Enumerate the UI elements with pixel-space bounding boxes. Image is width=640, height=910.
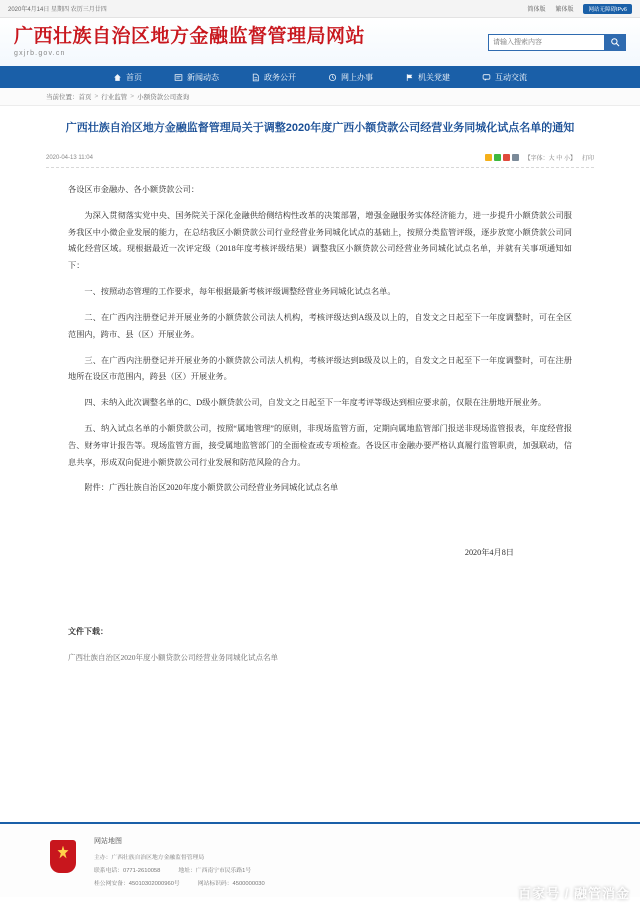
nav-label-home: 首页 — [126, 72, 142, 82]
breadcrumb-item-industry-supervision[interactable]: 行业监管 — [101, 94, 128, 101]
footer-host-line — [94, 852, 265, 861]
share-more-icon[interactable] — [512, 154, 519, 161]
footer-icp: 网站标识码：4500000030 — [197, 881, 265, 887]
attachments-heading: 文件下载： — [68, 627, 108, 637]
font-size-control[interactable]: 【字体：大 中 小】 — [524, 156, 576, 163]
publish-date: 2020-04-13 11:04 — [46, 154, 93, 161]
breadcrumb-prefix: 当前位置： — [46, 94, 79, 101]
breadcrumb-separator-2: > — [130, 93, 135, 100]
search-box[interactable] — [488, 34, 626, 51]
search-icon — [610, 37, 620, 47]
site-logo[interactable] — [14, 27, 365, 57]
nav-item-party-building[interactable] — [389, 66, 466, 88]
lang-link-traditional[interactable]: 繁体版 — [555, 7, 574, 13]
breadcrumb-item-home[interactable]: 首页 — [78, 94, 92, 101]
flag-icon — [405, 73, 414, 82]
watermark-text: 百家号 / 融管消金 — [518, 886, 630, 901]
footer-host: 主办：广西壮族自治区地方金融监督管理局 — [94, 855, 205, 861]
attachments-section — [46, 626, 594, 665]
article-meta-actions — [485, 153, 594, 162]
qzone-icon[interactable] — [485, 154, 492, 161]
footer-police-record[interactable]: 桂公网安备：45010302000960号 — [94, 881, 180, 887]
footer-contact-line — [94, 865, 265, 874]
nav-label-party-building: 机关党建 — [418, 72, 450, 82]
nav-label-news: 新闻动态 — [187, 72, 219, 82]
search-button[interactable] — [604, 34, 625, 51]
breadcrumb — [0, 88, 640, 106]
article-paragraph-1: 为深入贯彻落实党中央、国务院关于深化金融供给侧结构性改革的决策部署，增强金融服务实体经济能力，进一步提升小额贷款公司服务我区中小微企业发展的能力，在总结我区小额贷款公司行业经营业务同城化试点的基础上，按照分类监管评级，逐步放宽小额贷款公司同城化经营区域。现根据最近一次评定级（2018年度考核评级结果）调整我区小额贷款公司经营业务同城化试点名单，并就有关事项通知如下： — [68, 210, 572, 271]
article-card — [46, 106, 594, 796]
article-paragraph-3: 二、在广西内注册登记并开展业务的小额贷款公司法人机构，考核评级达到A级及以上的，自发文之日起至下一年度调整时，可在全区范围内，跨市、县（区）开展业务。 — [68, 312, 572, 339]
nav-label-interaction: 互动交流 — [495, 72, 527, 82]
nav-label-government-affairs: 政务公开 — [264, 72, 296, 82]
lang-link-simplified[interactable]: 简体版 — [527, 7, 546, 13]
wechat-icon[interactable] — [494, 154, 501, 161]
page-title: 广西壮族自治区地方金融监督管理局关于调整2020年度广西小额贷款公司经营业务同城化试点名单的通知 — [65, 122, 575, 134]
print-button[interactable]: 打印 — [581, 156, 594, 163]
article-paragraph-0: 各设区市金融办、各小额贷款公司： — [68, 185, 200, 195]
main-nav — [0, 66, 640, 88]
site-header — [0, 18, 640, 66]
nav-item-government-affairs[interactable] — [235, 66, 312, 88]
article-sign-date: 2020年4月8日 — [464, 548, 514, 558]
news-icon — [174, 73, 183, 82]
nav-item-home[interactable] — [97, 66, 158, 88]
site-domain: gxjrb.gov.cn — [14, 49, 66, 57]
document-icon — [251, 73, 260, 82]
footer-address: 地址：广西南宁市民乐路1号 — [178, 868, 252, 874]
article-paragraph-4: 三、在广西内注册登记并开展业务的小额贷款公司法人机构，考核评级达到B级及以上的，自发文之日起至下一年度调整时，可在注册地所在设区市范围内，跨县（区）开展业务。 — [68, 355, 572, 382]
footer-record-line — [94, 878, 265, 887]
sitemap-link[interactable]: 网站地图 — [94, 838, 122, 845]
nav-label-online-service: 网上办事 — [341, 72, 373, 82]
article-paragraph-2: 一、按照动态管理的工作要求，每年根据最新考核评级调整经营业务同城化试点名单。 — [84, 287, 396, 297]
chat-icon — [482, 73, 491, 82]
article-attachment-note: 附件：广西壮族自治区2020年度小额贷款公司经营业务同城化试点名单 — [84, 483, 339, 493]
article-meta — [46, 153, 594, 168]
article-body — [46, 182, 594, 562]
site-title: 广西壮族自治区地方金融监督管理局网站 — [14, 26, 366, 48]
top-utility-bar — [0, 0, 640, 18]
footer-phone: 联系电话：0771-2610058 — [94, 868, 161, 874]
nav-item-interaction[interactable] — [466, 66, 543, 88]
service-icon — [328, 73, 337, 82]
article-paragraph-5: 四、未纳入此次调整名单的C、D级小额贷款公司，自发文之日起至下一年度考评等级达到相应要求前，仅限在注册地开展业务。 — [84, 398, 547, 408]
current-date-text: 2020年4月14日 星期四 农历三月廿四 — [8, 7, 107, 13]
nav-item-online-service[interactable] — [312, 66, 389, 88]
accessibility-ipv6-button[interactable]: 网站无障碍IPv6 — [583, 4, 632, 14]
weibo-icon[interactable] — [503, 154, 510, 161]
police-emblem-icon — [46, 836, 80, 876]
home-icon — [113, 73, 122, 82]
article-paragraph-6: 五、纳入试点名单的小额贷款公司，按照“属地管理”的原则，非现场监管方面，定期向属地监管部门报送非现场监管报表，年度经营报告、财务审计报告等。现场监管方面，接受属地监管部门的全面检查或专项检查。各设区市金融办要严格认真履行监管职责，加强联动，信息共享，形成双向促进小额贷款公司行业发展和防范风险的合力。 — [68, 423, 572, 467]
header-right — [488, 34, 626, 51]
breadcrumb-item-microloan-query[interactable]: 小额贷款公司查询 — [137, 94, 190, 101]
footer-info — [94, 836, 265, 887]
nav-item-news[interactable] — [158, 66, 235, 88]
share-bar — [485, 154, 519, 161]
breadcrumb-separator-1: > — [94, 93, 99, 100]
attachment-link[interactable]: 广西壮族自治区2020年度小额贷款公司经营业务同城化试点名单 — [68, 653, 278, 663]
search-input[interactable] — [489, 35, 604, 50]
emblem-badge — [50, 840, 76, 873]
